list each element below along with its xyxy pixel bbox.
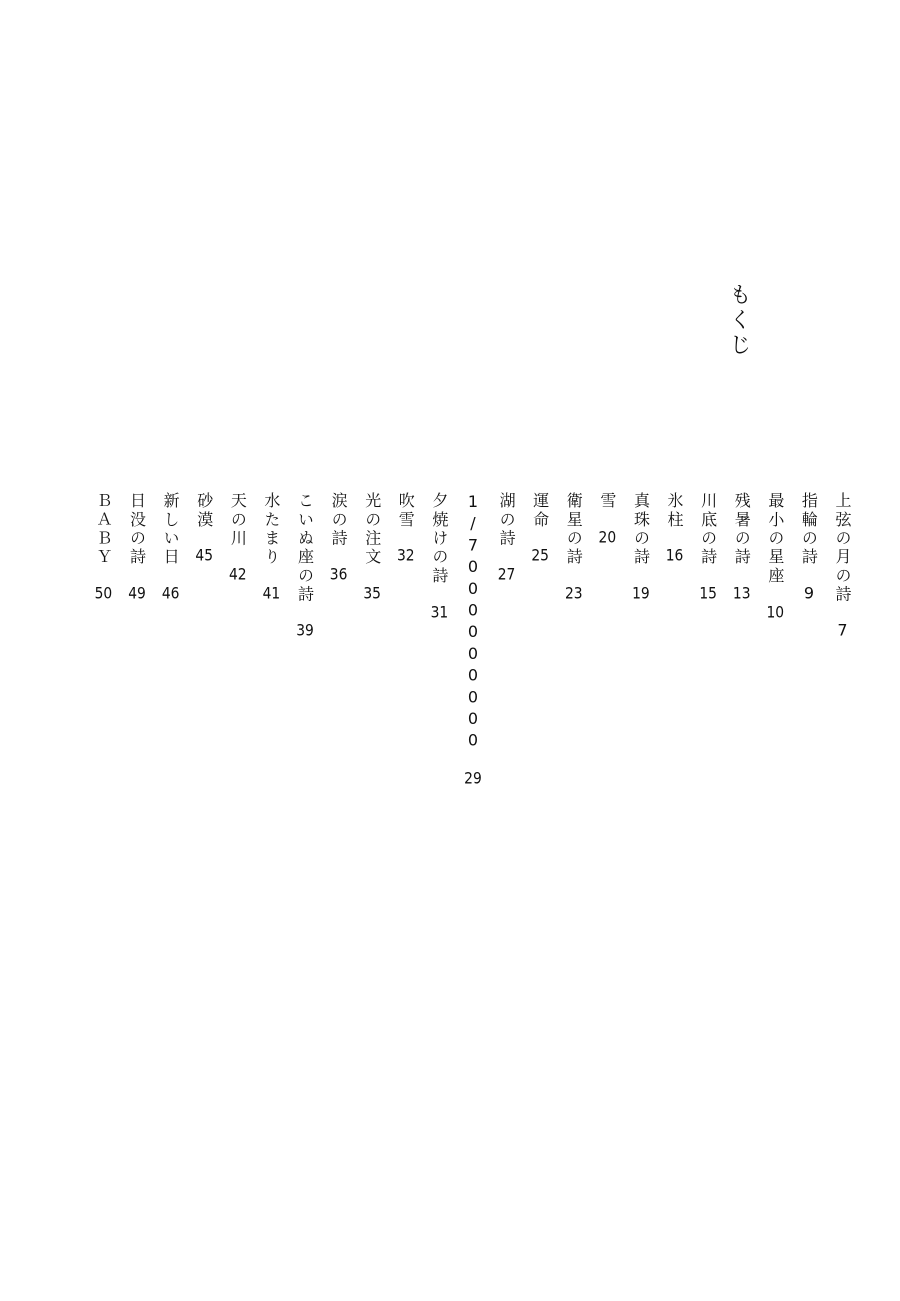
- toc-entry[interactable]: [833, 492, 852, 792]
- toc-entry-page: 29: [464, 770, 482, 787]
- toc-entry[interactable]: [430, 492, 449, 792]
- toc-entry[interactable]: [329, 492, 348, 792]
- table-of-contents: [94, 492, 852, 792]
- toc-entry[interactable]: [497, 492, 516, 792]
- toc-entry-title: 川底の詩: [698, 492, 718, 567]
- toc-entry-page: 31: [430, 603, 449, 620]
- toc-entry-page: 10: [766, 603, 785, 620]
- toc-entry[interactable]: [228, 492, 247, 792]
- toc-entry[interactable]: [699, 492, 718, 792]
- toc-entry-page: 20: [598, 528, 617, 545]
- toc-entry-title: こいぬ座の詩: [295, 492, 315, 605]
- toc-entry[interactable]: [463, 492, 482, 792]
- toc-entry[interactable]: [195, 492, 214, 792]
- toc-entry-page: 49: [128, 584, 146, 601]
- toc-entry-title: 吹雪: [396, 492, 416, 530]
- toc-entry[interactable]: [631, 492, 650, 792]
- toc-entry[interactable]: [665, 492, 684, 792]
- toc-entry-title: ＢＡＢＹ: [93, 492, 113, 567]
- toc-entry-page: 7: [837, 622, 848, 639]
- toc-entry[interactable]: [128, 492, 147, 792]
- toc-entry-title: 1/7000000000: [463, 492, 483, 753]
- toc-entry-page: 46: [161, 584, 180, 601]
- toc-entry-page: 25: [531, 547, 549, 564]
- toc-entry-title: 光の注文: [362, 492, 382, 567]
- toc-entry-page: 35: [363, 584, 381, 601]
- toc-entry-page: 13: [732, 584, 751, 601]
- toc-entry-title: 真珠の詩: [631, 492, 651, 567]
- toc-entry-title: 日没の詩: [127, 492, 147, 567]
- toc-entry-title: 衛星の詩: [564, 492, 584, 567]
- toc-entry[interactable]: [396, 492, 415, 792]
- toc-entry-title: 水たまり: [261, 492, 281, 567]
- toc-entry[interactable]: [766, 492, 785, 792]
- toc-entry-page: 39: [296, 622, 314, 639]
- toc-entry[interactable]: [732, 492, 751, 792]
- toc-entry[interactable]: [598, 492, 617, 792]
- toc-entry-title: 上弦の月の詩: [833, 492, 852, 605]
- toc-entry[interactable]: [161, 492, 180, 792]
- toc-entry-title: 最小の星座: [765, 492, 785, 586]
- toc-entry-page: 16: [665, 547, 684, 564]
- toc-entry-page: 41: [262, 584, 281, 601]
- toc-entry-title: 残暑の詩: [732, 492, 752, 567]
- toc-entry-title: 雪: [597, 492, 617, 511]
- toc-entry[interactable]: [799, 492, 818, 792]
- toc-entry-title: 指輪の詩: [799, 492, 819, 567]
- toc-entry-title: 天の川: [228, 492, 248, 549]
- toc-entry[interactable]: [564, 492, 583, 792]
- toc-entry-title: 運命: [530, 492, 550, 530]
- toc-entry-title: 夕焼けの詩: [429, 492, 449, 586]
- toc-entry-page: 42: [229, 566, 247, 583]
- toc-entry-title: 湖の詩: [497, 492, 517, 549]
- toc-entry[interactable]: [262, 492, 281, 792]
- toc-entry-page: 32: [396, 547, 415, 564]
- toc-entry-title: 涙の詩: [329, 492, 349, 549]
- toc-entry[interactable]: [363, 492, 382, 792]
- toc-entry-title: 新しい日: [161, 492, 181, 567]
- toc-entry-page: 45: [195, 547, 213, 564]
- toc-entry[interactable]: [94, 492, 113, 792]
- toc-entry[interactable]: [531, 492, 550, 792]
- toc-entry-page: 27: [497, 566, 516, 583]
- toc-entry-page: 36: [329, 566, 348, 583]
- toc-entry-title: 氷柱: [665, 492, 685, 530]
- toc-entry[interactable]: [296, 492, 315, 792]
- toc-entry-page: 50: [94, 584, 113, 601]
- toc-entry-page: 9: [803, 584, 814, 601]
- toc-entry-page: 15: [699, 584, 717, 601]
- toc-entry-page: 23: [564, 584, 583, 601]
- page-title: もくじ: [726, 283, 751, 358]
- toc-entry-title: 砂漠: [194, 492, 214, 530]
- toc-entry-page: 19: [632, 584, 650, 601]
